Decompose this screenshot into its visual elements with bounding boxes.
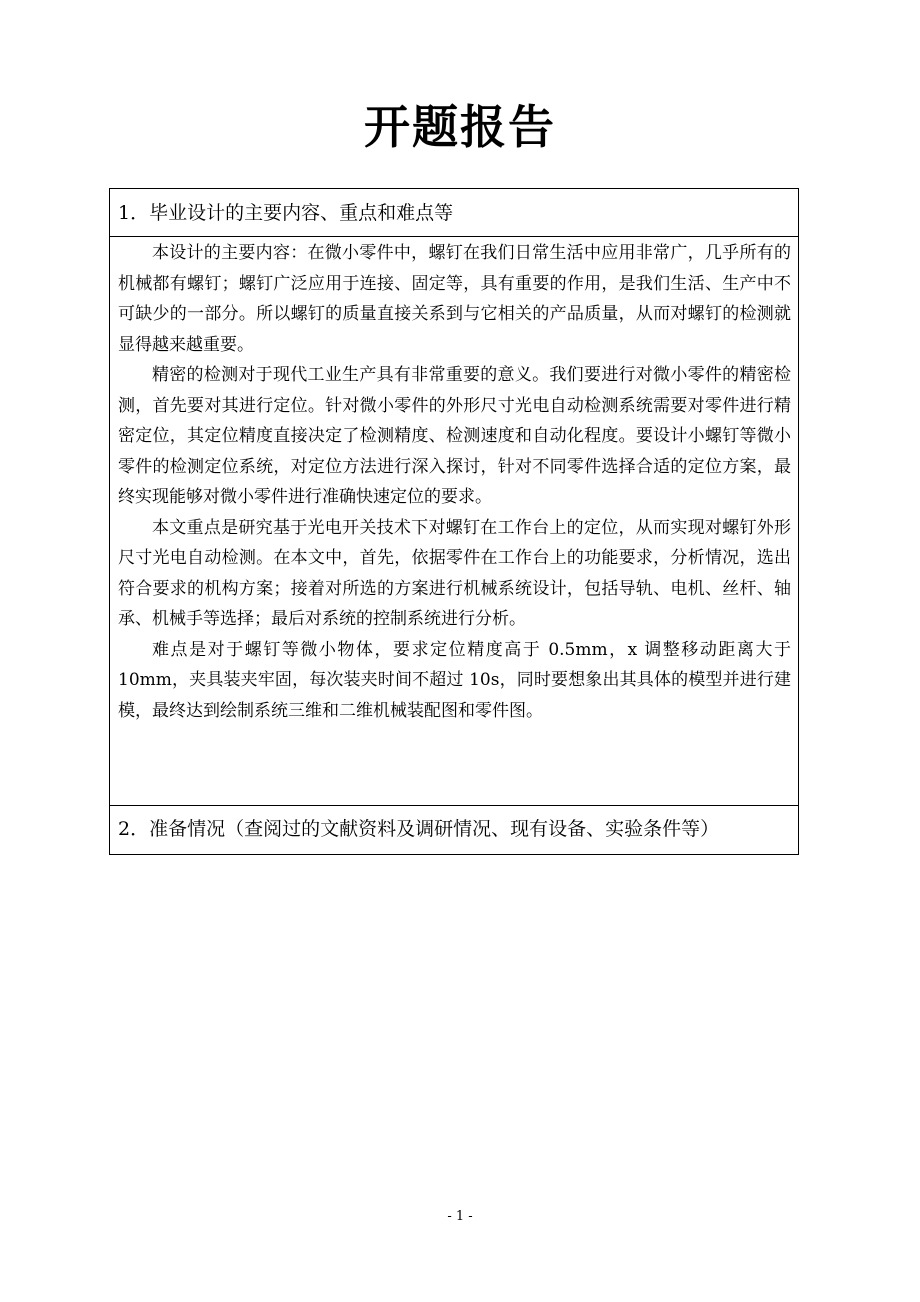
paragraph-key-points: 本文重点是研究基于光电开关技术下对螺钉在工作台上的定位，从而实现对螺钉外形尺寸光电自动检测。在本文中，首先，依据零件在工作台上的功能要求，分析情况，选出符合要求的机构方案；接着对所选的方案进行机械系统设计，包括导轨、电机、丝杆、轴承、机械手等选择；最后对系统的控制系统进行分析。 — [118, 517, 791, 629]
section-1-heading: 1．毕业设计的主要内容、重点和难点等 — [110, 189, 798, 237]
section-1-body — [110, 237, 798, 806]
paragraph-precision-detection: 精密的检测对于现代工业生产具有非常重要的意义。我们要进行对微小零件的精密检测，首先要对其进行定位。针对微小零件的外形尺寸光电自动检测系统需要对零件进行精密定位，其定位精度直接决定了检测精度、检测速度和自动化程度。要设计小螺钉等微小零件的检测定位系统，对定位方法进行深入探讨，针对不同零件选择合适的定位方案，最终实现能够对微小零件进行准确快速定位的要求。 — [118, 365, 791, 507]
report-form-table — [109, 188, 799, 855]
paragraph-difficulties: 难点是对于螺钉等微小物体，要求定位精度高于 0.5mm，x 调整移动距离大于 10mm，夹具装夹牢固，每次装夹时间不超过 10s，同时要想象出其具体的模型并进行建模，最终达到绘制系统三维和二维机械装配图和零件图。 — [118, 639, 791, 721]
page-title: 开题报告 — [364, 100, 556, 154]
paragraph-main-content: 本设计的主要内容：在微小零件中，螺钉在我们日常生活中应用非常广，几乎所有的机械都有螺钉；螺钉广泛应用于连接、固定等，具有重要的作用，是我们生活、生产中不可缺少的一部分。所以螺钉的质量直接关系到与它相关的产品质量，从而对螺钉的检测就显得越来越重要。 — [118, 243, 791, 355]
section-2-heading: 2．准备情况（查阅过的文献资料及调研情况、现有设备、实验条件等） — [118, 818, 720, 840]
page-number: - 1 - — [447, 1209, 473, 1224]
